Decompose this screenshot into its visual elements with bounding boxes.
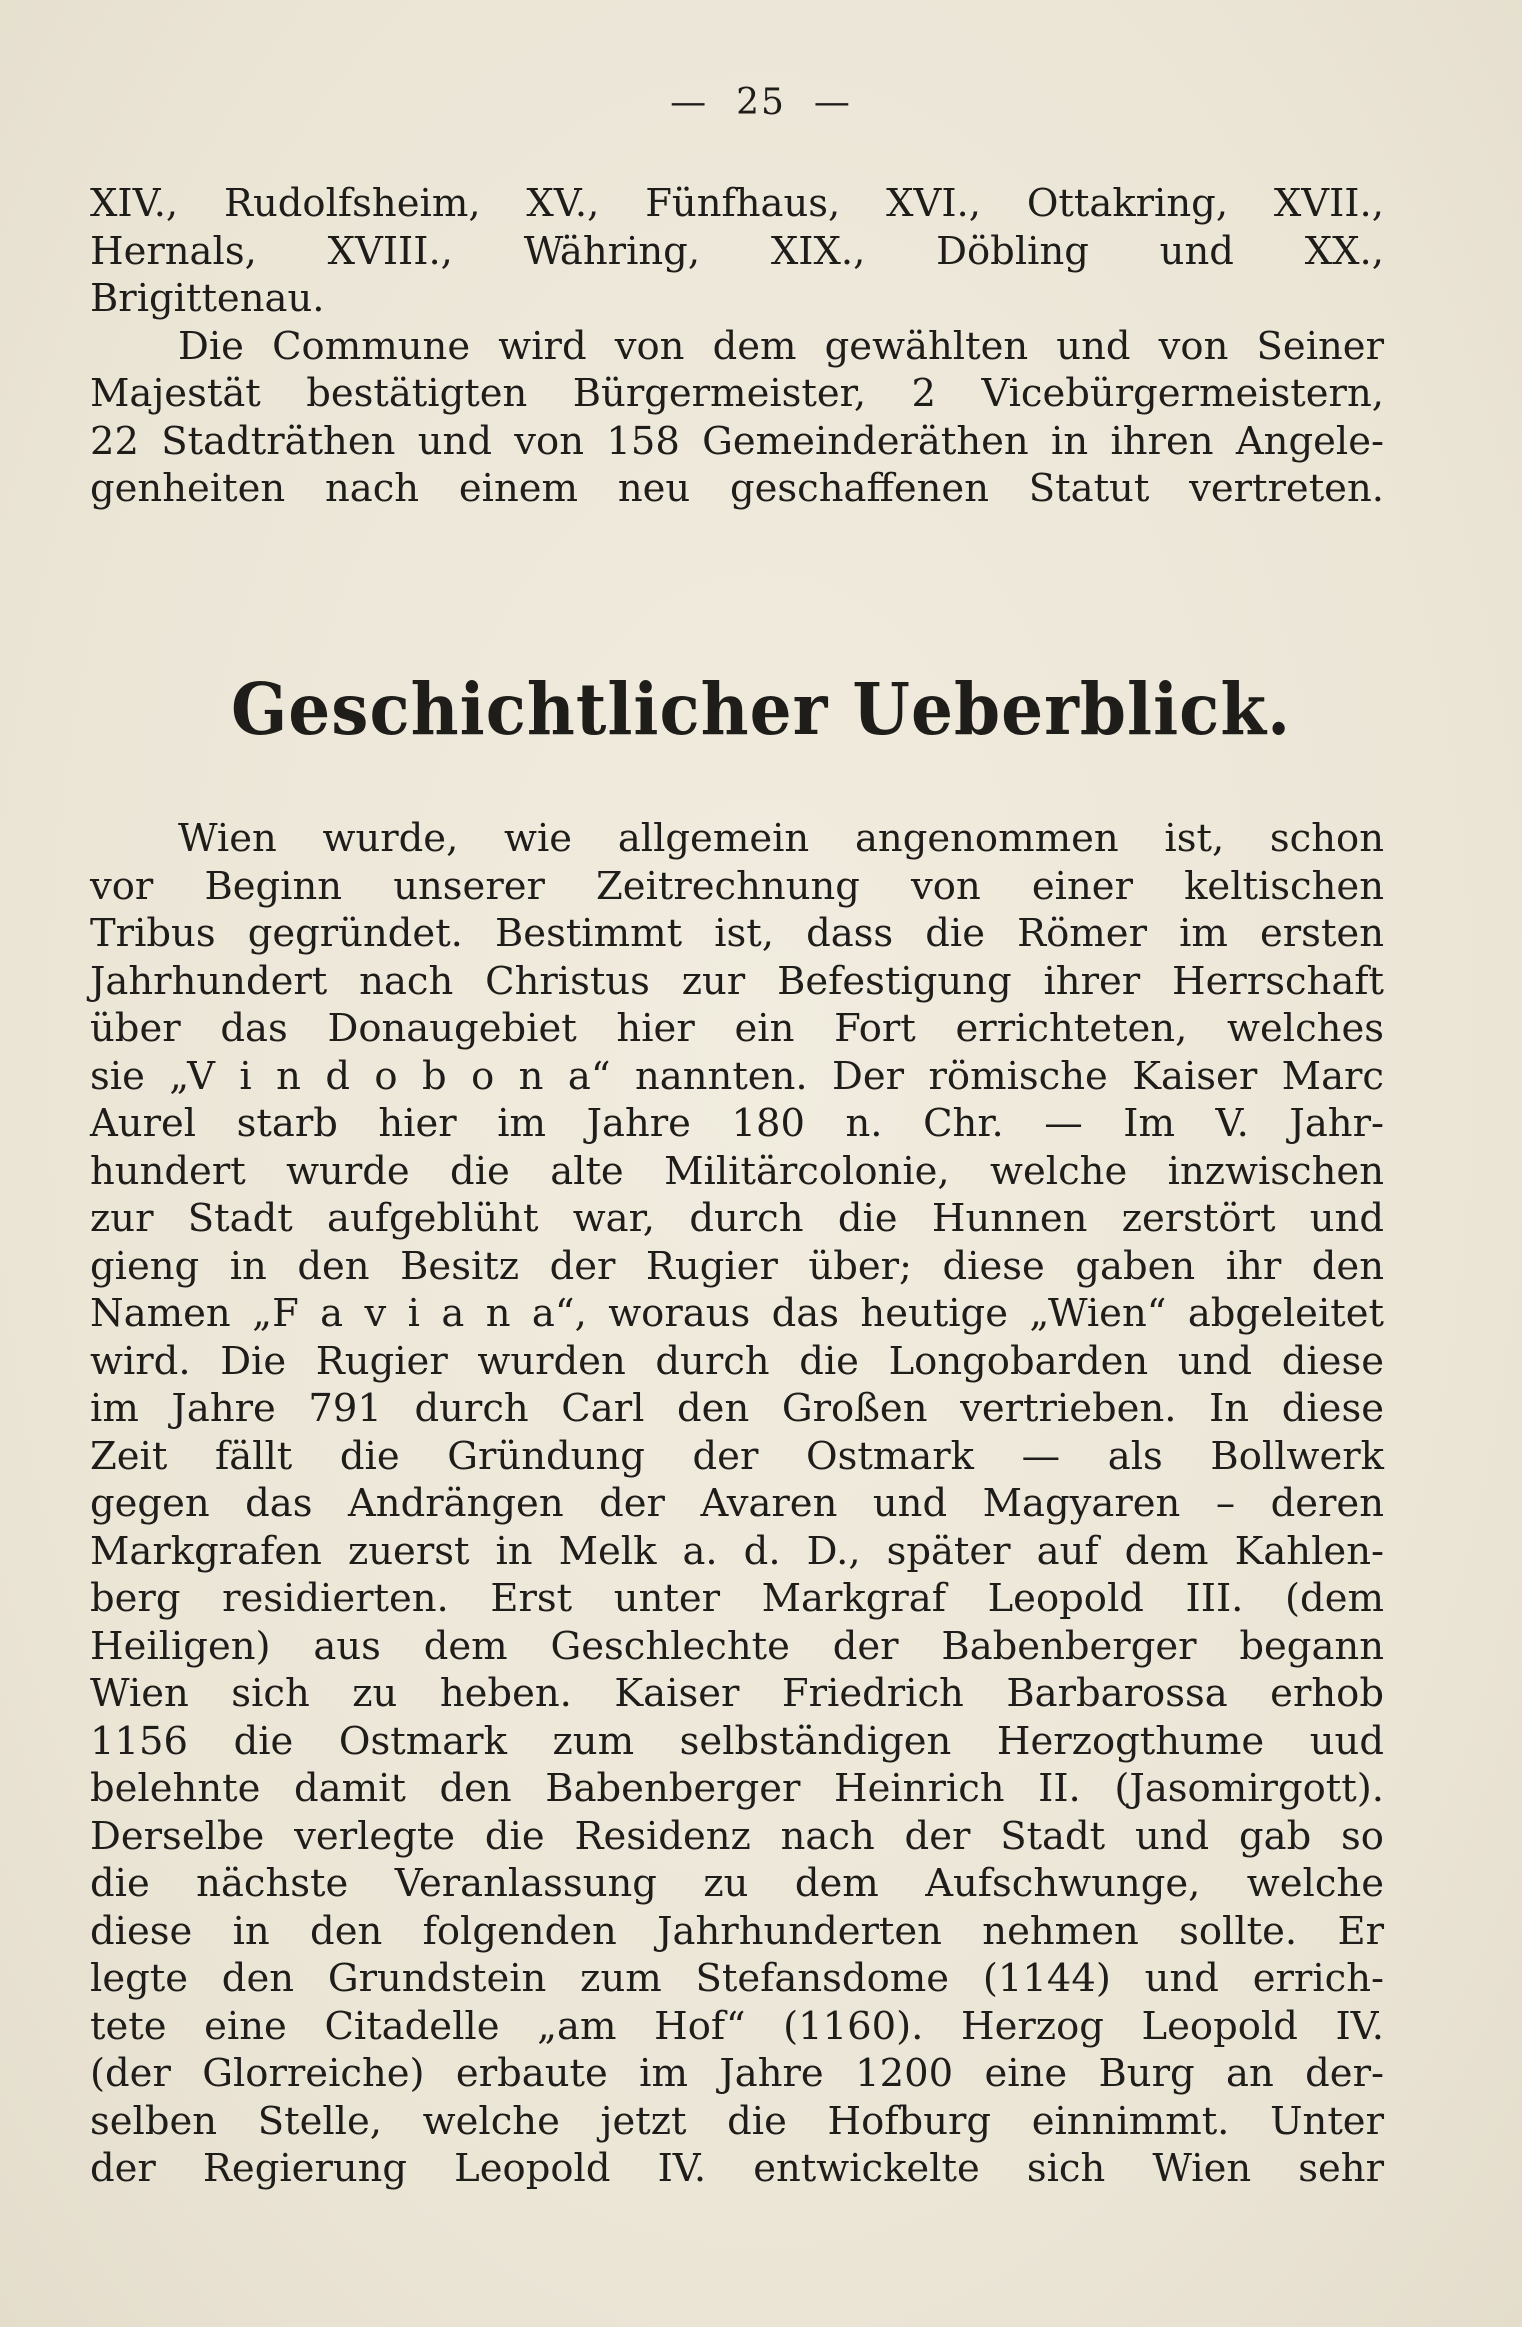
text-line: Majestät bestätigten Bürgermeister, 2 Vicebürgermeistern, (90, 371, 1384, 416)
section-body (90, 815, 1384, 2193)
text-line: Tribus gegründet. Bestimmt ist, dass die Römer im ersten (90, 911, 1384, 956)
folio-dash-left: — (670, 82, 709, 123)
text-line: sie „V i n d o b o n a“ nannten. Der römische Kaiser Marc (90, 1053, 1384, 1099)
text-line: tete eine Citadelle „am Hof“ (1160). Herzog Leopold IV. (90, 2003, 1384, 2049)
text-line: Aurel starb hier im Jahre 180 n. Chr. — Im V. Jahr- (90, 1101, 1384, 1146)
text-line: der Regierung Leopold IV. entwickelte sich Wien sehr (90, 2146, 1384, 2191)
text-line: wird. Die Rugier wurden durch die Longobarden und diese (90, 1338, 1384, 1384)
text-line: Zeit fällt die Gründung der Ostmark — als Bollwerk (90, 1433, 1384, 1479)
text-line: im Jahre 791 durch Carl den Großen vertrieben. In diese (90, 1386, 1384, 1431)
text-line: 22 Stadträthen und von 158 Gemeinderäthen in ihren Angele- (90, 418, 1384, 464)
text-line: Die Commune wird von dem gewählten und von Seiner (178, 323, 1384, 369)
section-heading: Geschichtlicher Ueberblick. (230, 666, 1292, 752)
text-line: Wien sich zu heben. Kaiser Friedrich Barbarossa erhob (90, 1671, 1384, 1716)
text-line: Brigittenau. (90, 276, 325, 321)
intro-text (90, 180, 1384, 513)
text-line: Wien wurde, wie allgemein angenommen ist, schon (178, 816, 1384, 861)
text-line: Heiligen) aus dem Geschlechte der Babenberger begann (90, 1623, 1384, 1669)
text-line: XIV., Rudolfsheim, XV., Fünfhaus, XVI., Ottakring, XVII., (90, 181, 1384, 226)
folio-dash-right: — (813, 82, 852, 123)
text-line: Jahrhundert nach Christus zur Befestigung ihrer Herrschaft (90, 958, 1384, 1004)
page-number-header (0, 82, 1522, 123)
text-line: selben Stelle, welche jetzt die Hofburg einnimmt. Unter (90, 2098, 1384, 2144)
text-line: gegen das Andrängen der Avaren und Magyaren – deren (90, 1481, 1384, 1526)
text-line: legte den Grundstein zum Stefansdome (1144) und errich- (90, 1956, 1384, 2001)
text-line: Namen „F a v i a n a“, woraus das heutige „Wien“ abgeleitet (90, 1291, 1384, 1336)
text-line: hundert wurde die alte Militärcolonie, welche inzwischen (90, 1148, 1384, 1194)
text-line: gieng in den Besitz der Rugier über; diese gaben ihr den (90, 1243, 1384, 1289)
text-line: über das Donaugebiet hier ein Fort errichteten, welches (90, 1006, 1384, 1051)
text-line: genheiten nach einem neu geschaffenen Statut vertreten. (90, 466, 1384, 511)
text-line: vor Beginn unserer Zeitrechnung von einer keltischen (90, 863, 1384, 909)
text-line: belehnte damit den Babenberger Heinrich II. (Jasomirgott). (90, 1766, 1384, 1811)
text-line: berg residierten. Erst unter Markgraf Leopold III. (dem (90, 1576, 1384, 1621)
text-line: Derselbe verlegte die Residenz nach der Stadt und gab so (90, 1813, 1384, 1859)
text-line: diese in den folgenden Jahrhunderten nehmen sollte. Er (90, 1908, 1384, 1954)
text-line: 1156 die Ostmark zum selbständigen Herzogthume uud (90, 1718, 1384, 1764)
text-line: die nächste Veranlassung zu dem Aufschwunge, welche (90, 1861, 1384, 1906)
page-number: 25 (736, 82, 786, 123)
text-line: (der Glorreiche) erbaute im Jahre 1200 eine Burg an der- (90, 2051, 1384, 2096)
text-line: Hernals, XVIII., Währing, XIX., Döbling und XX., (90, 228, 1384, 274)
text-line: Markgrafen zuerst in Melk a. d. D., später auf dem Kahlen- (90, 1528, 1384, 1574)
text-line: zur Stadt aufgeblüht war, durch die Hunnen zerstört und (90, 1196, 1384, 1241)
